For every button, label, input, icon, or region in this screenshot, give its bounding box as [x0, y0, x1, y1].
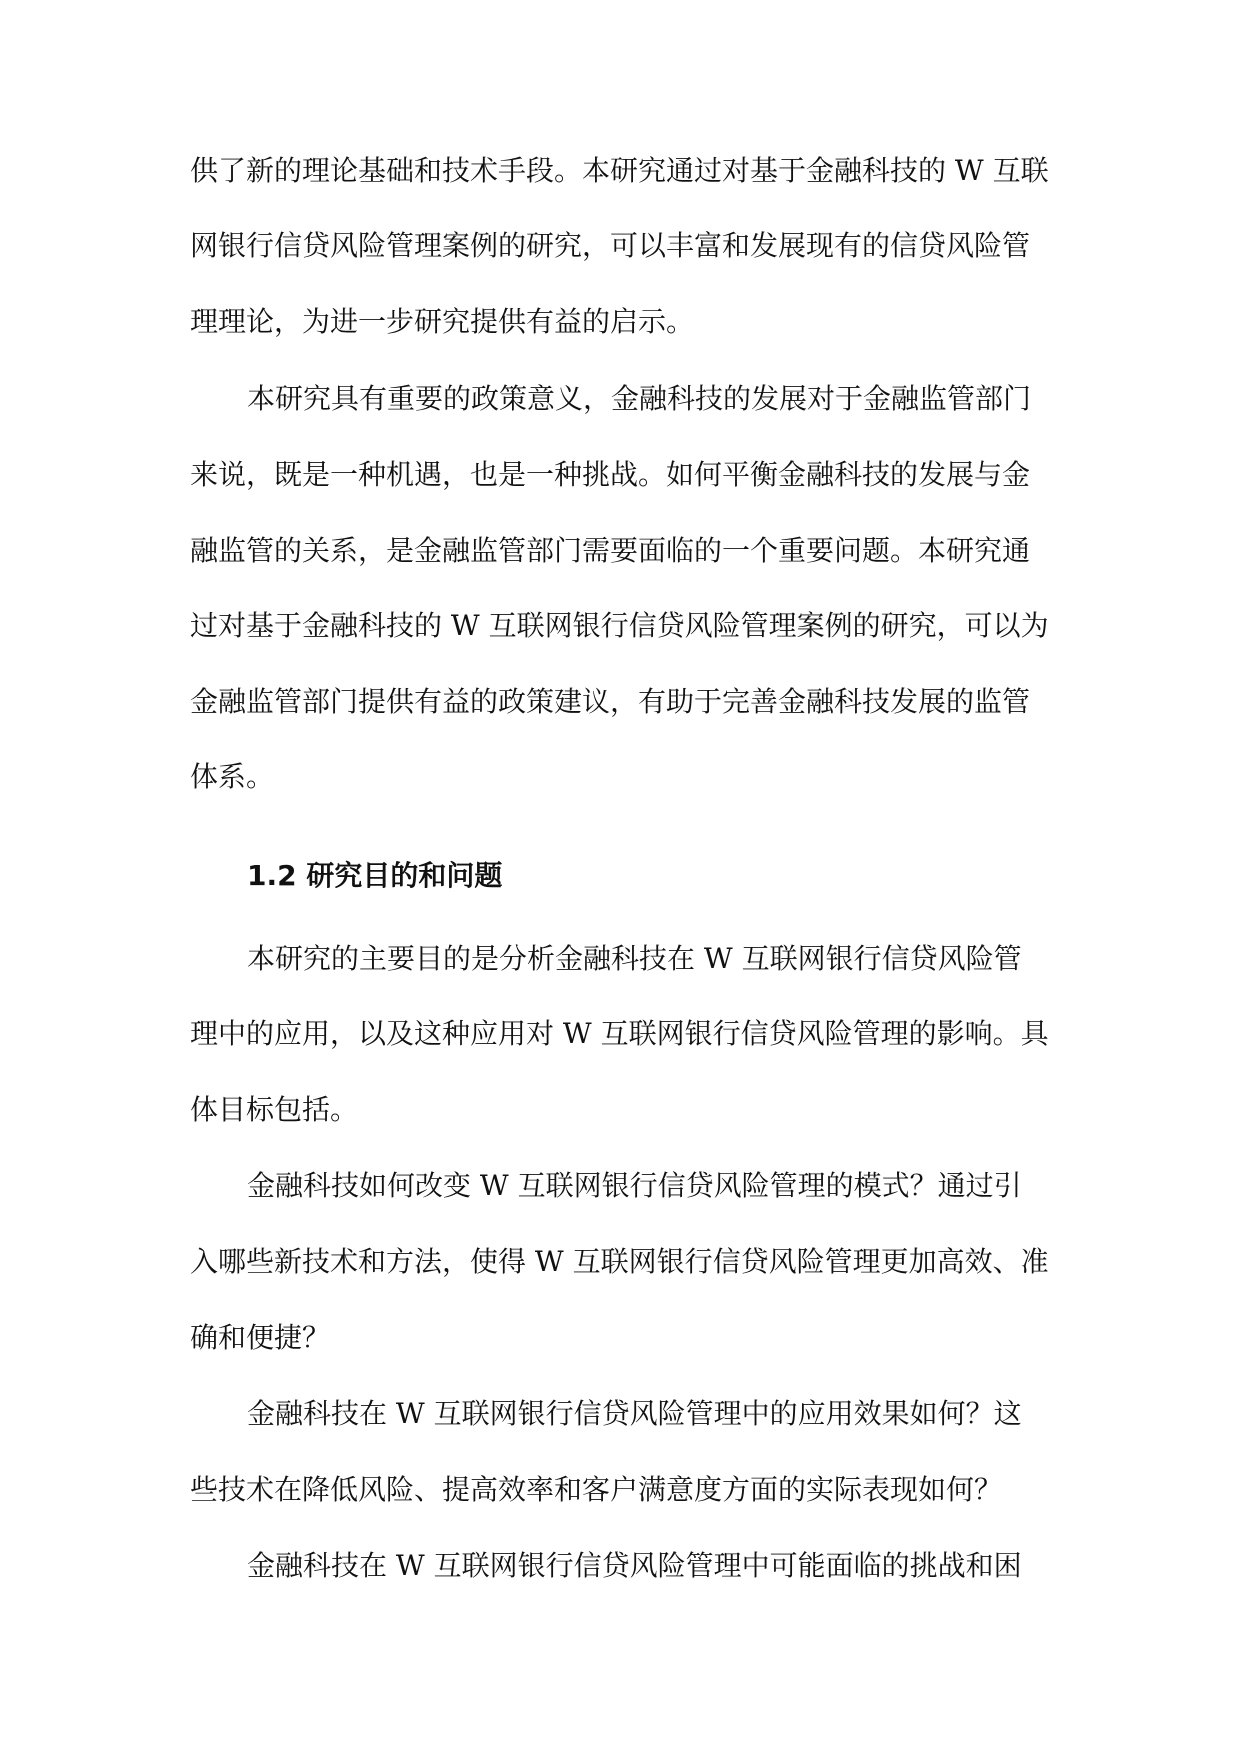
paragraph-line: 体目标包括。	[190, 1093, 359, 1126]
paragraph-line: 些技术在降低风险、提高效率和客户满意度方面的实际表现如何？	[190, 1473, 1003, 1506]
paragraph-line: 金融科技在 W 互联网银行信贷风险管理中可能面临的挑战和困	[247, 1549, 1022, 1582]
paragraph-line: 理中的应用，以及这种应用对 W 互联网银行信贷风险管理的影响。具	[190, 1017, 1049, 1050]
paragraph-line: 金融监管部门提供有益的政策建议，有助于完善金融科技发展的监管	[190, 685, 1031, 718]
paragraph-line: 入哪些新技术和方法，使得 W 互联网银行信贷风险管理更加高效、准	[190, 1245, 1049, 1278]
paragraph-line: 来说，既是一种机遇，也是一种挑战。如何平衡金融科技的发展与金	[190, 458, 1031, 491]
paragraph-line: 本研究具有重要的政策意义，金融科技的发展对于金融监管部门	[247, 382, 1032, 415]
paragraph-line: 确和便捷？	[190, 1321, 331, 1354]
paragraph-line: 理理论，为进一步研究提供有益的启示。	[190, 305, 695, 338]
paragraph-line: 过对基于金融科技的 W 互联网银行信贷风险管理案例的研究，可以为	[190, 609, 1049, 642]
paragraph-line: 金融科技如何改变 W 互联网银行信贷风险管理的模式？通过引	[247, 1169, 1022, 1202]
paragraph-line: 体系。	[190, 760, 275, 793]
paragraph-line: 金融科技在 W 互联网银行信贷风险管理中的应用效果如何？这	[247, 1397, 1022, 1430]
paragraph-line: 本研究的主要目的是分析金融科技在 W 互联网银行信贷风险管	[247, 942, 1022, 975]
paragraph-line: 供了新的理论基础和技术手段。本研究通过对基于金融科技的 W 互联	[190, 154, 1049, 187]
paragraph-line: 网银行信贷风险管理案例的研究，可以丰富和发展现有的信贷风险管	[190, 229, 1031, 262]
section-heading: 1.2 研究目的和问题	[247, 859, 503, 892]
paragraph-line: 融监管的关系，是金融监管部门需要面临的一个重要问题。本研究通	[190, 534, 1031, 567]
